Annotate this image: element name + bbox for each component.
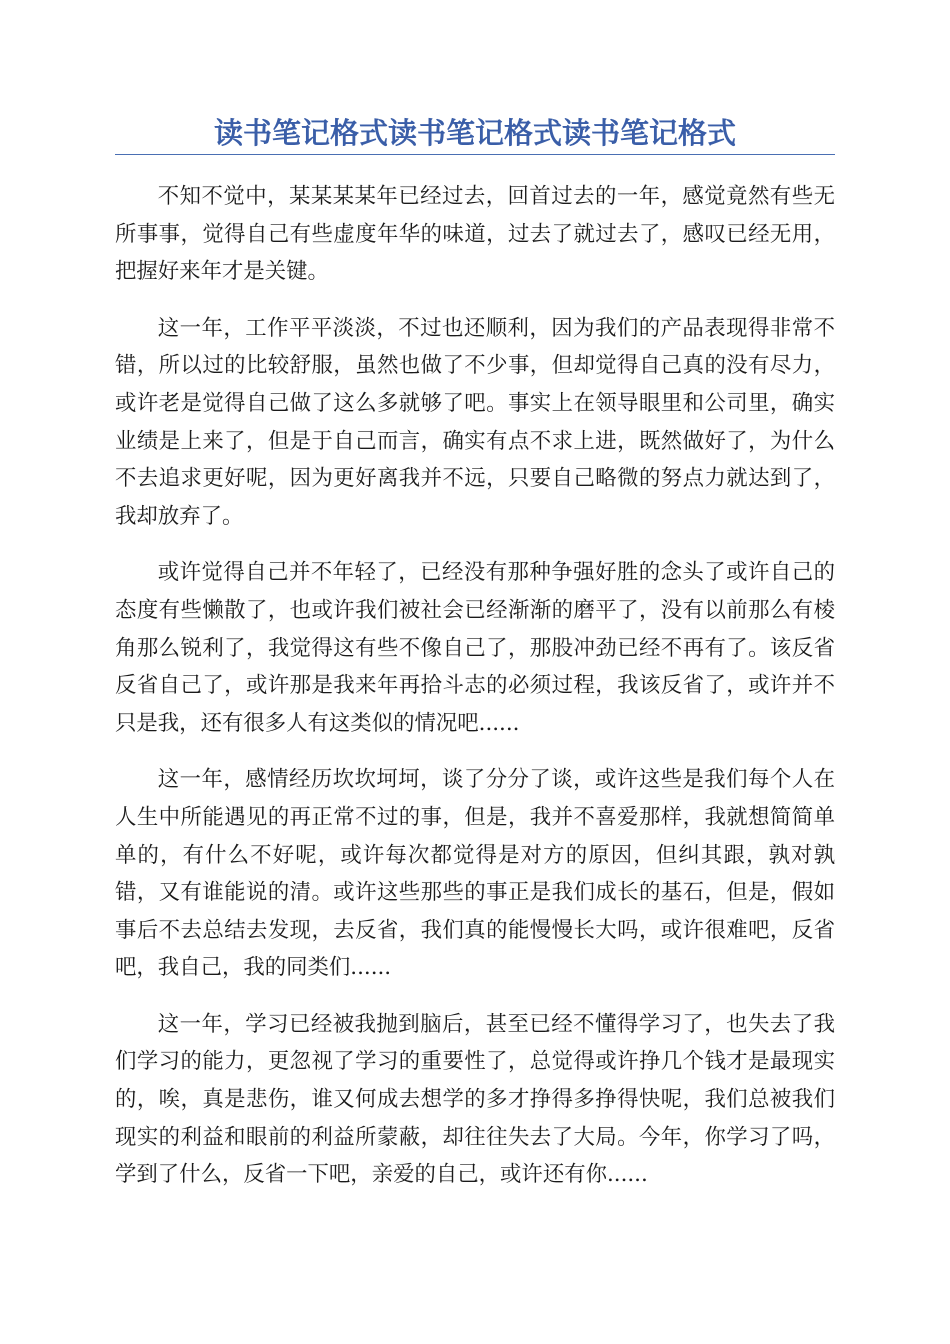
title-underline xyxy=(115,154,835,155)
document-body xyxy=(115,178,835,1213)
paragraph-5: 这一年，学习已经被我抛到脑后，甚至已经不懂得学习了，也失去了我们学习的能力，更忽视了学习的重要性了，总觉得或许挣几个钱才是最现实的，唉，真是悲伤，谁又何成去想学的多才挣得多挣得快呢，我们总被我们现实的利益和眼前的利益所蒙蔽，却往往失去了大局。今年，你学习了吗，学到了什么，反省一下吧，亲爱的自己，或许还有你...... xyxy=(115,1011,835,1188)
paragraph-3: 或许觉得自己并不年轻了，已经没有那种争强好胜的念头了或许自己的态度有些懒散了，也或许我们被社会已经渐渐的磨平了，没有以前那么有棱角那么锐利了，我觉得这有些不像自己了，那股冲劲已经不再有了。该反省反省自己了，或许那是我来年再拾斗志的必须过程，我该反省了，或许并不只是我，还有很多人有这类似的情况吧...... xyxy=(115,560,835,736)
paragraph-1: 不知不觉中，某某某某年已经过去，回首过去的一年，感觉竟然有些无所事事，觉得自己有些虚度年华的味道，过去了就过去了，感叹已经无用，把握好来年才是关键。 xyxy=(115,184,835,285)
paragraph-4: 这一年，感情经历坎坎坷坷，谈了分分了谈，或许这些是我们每个人在人生中所能遇见的再正常不过的事，但是，我并不喜爱那样，我就想简简单单的，有什么不好呢，或许每次都觉得是对方的原因，但纠其跟，孰对孰错，又有谁能说的清。或许这些那些的事正是我们成长的基石，但是，假如事后不去总结去发现，去反省，我们真的能慢慢长大吗，或许很难吧，反省吧，我自己，我的同类们...... xyxy=(115,767,835,981)
document-title: 读书笔记格式读书笔记格式读书笔记格式 xyxy=(213,116,736,150)
paragraph-2: 这一年，工作平平淡淡，不过也还顺利，因为我们的产品表现得非常不错，所以过的比较舒服，虽然也做了不少事，但却觉得自己真的没有尽力，或许老是觉得自己做了这么多就够了吧。事实上在领导眼里和公司里，确实业绩是上来了，但是于自己而言，确实有点不求上进，既然做好了，为什么不去追求更好呢，因为更好离我并不远，只要自己略微的努点力就达到了，我却放弃了。 xyxy=(115,315,835,529)
